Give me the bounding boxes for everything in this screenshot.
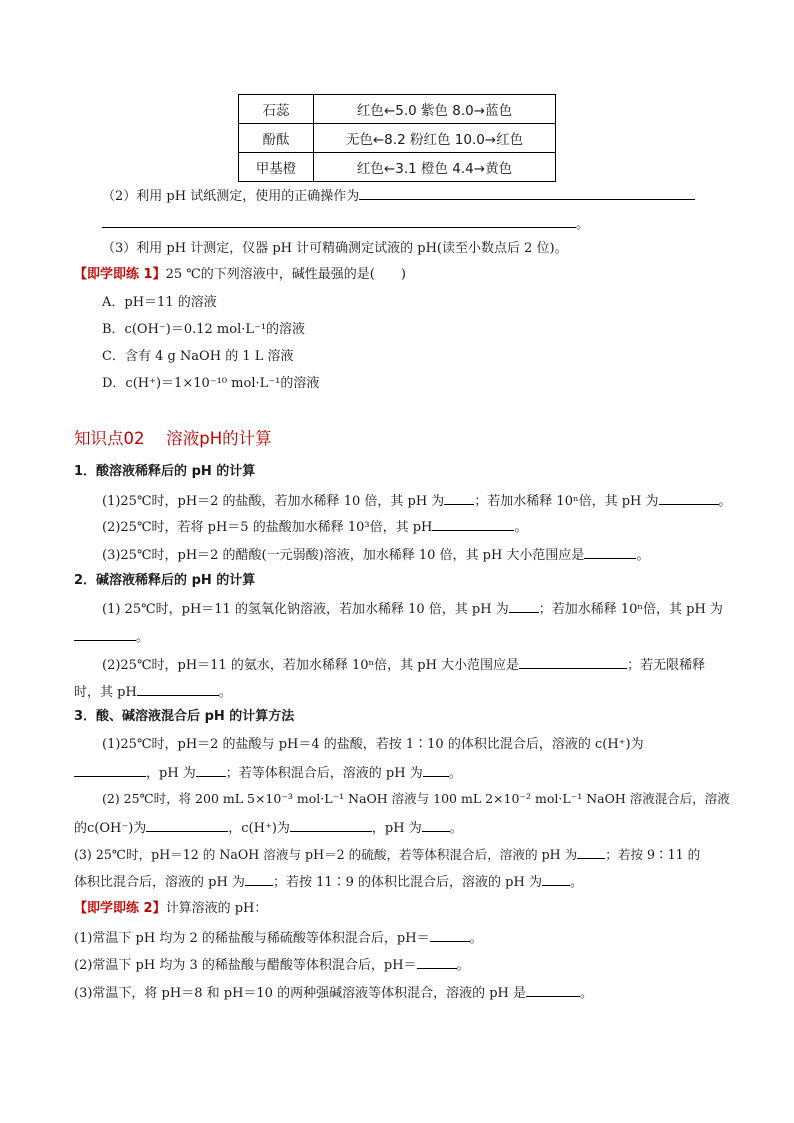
- table-row: [239, 124, 556, 153]
- s2-line2-cont: [74, 682, 232, 702]
- p2-l1b: 。: [469, 931, 483, 946]
- s2-l1a: (1) 25℃时，pH＝11 的氢氧化钠溶液，若加水稀释 10 倍，其 pH 为: [102, 602, 509, 617]
- s3-line1: (1)25℃时，pH＝2 的盐酸与 pH＝4 的盐酸，若按 1∶10 的体积比混合后，溶液的 c(H⁺)为: [102, 737, 644, 752]
- practice2-tag: 【即学即练 2】: [74, 901, 166, 916]
- s2-line1: [102, 599, 723, 619]
- answer-blank[interactable]: [509, 599, 539, 613]
- p2-l3a: (3)常温下，将 pH＝8 和 pH＝10 的两种强碱溶液等体积混合，溶液的 pH 是: [74, 986, 526, 1001]
- s1-line2: [102, 517, 527, 537]
- indicator-range: 红色←3.1 橙色 4.4→黄色: [314, 153, 556, 182]
- indicator-name: 甲基橙: [239, 153, 314, 182]
- option-d: D．c(H⁺)＝1×10⁻¹⁰ mol·L⁻¹的溶液: [102, 376, 320, 391]
- q2-end: 。: [576, 217, 590, 232]
- answer-blank[interactable]: [290, 818, 372, 832]
- answer-blank[interactable]: [526, 983, 580, 997]
- answer-blank[interactable]: [422, 818, 450, 832]
- section-heading: 知识点02 溶液pH的计算: [74, 429, 272, 448]
- s1-l1b: ；若加水稀释 10ⁿ倍，其 pH 为: [474, 494, 659, 509]
- s3-line1-cont: [74, 763, 462, 783]
- s3-l1b: ，pH 为: [146, 766, 196, 781]
- option-a: A．pH＝11 的溶液: [102, 295, 217, 310]
- q2-line: [102, 186, 695, 206]
- answer-blank[interactable]: [146, 818, 228, 832]
- answer-blank[interactable]: [577, 845, 605, 859]
- indicator-name: 酚酞: [239, 124, 314, 153]
- s1-l3b: 。: [636, 548, 650, 563]
- s3-line3: [74, 845, 700, 864]
- practice1-stem: 25 ℃的下列溶液中，碱性最强的是( ): [165, 267, 406, 282]
- answer-blank[interactable]: [444, 491, 474, 505]
- s2-l1b: ；若加水稀释 10ⁿ倍，其 pH 为: [538, 602, 723, 617]
- answer-blank[interactable]: [659, 491, 719, 505]
- s3-l1d: 。: [448, 766, 462, 781]
- indicator-table: [238, 94, 556, 182]
- s2-title: 2．碱溶液稀释后的 pH 的计算: [74, 573, 256, 588]
- q3-text: （3）利用 pH 计测定，仪器 pH 计可精确测定试液的 pH(读至小数点后 2 位)。: [102, 241, 568, 256]
- s1-l2a: (2)25℃时，若将 pH＝5 的盐酸加水稀释 10³倍，其 pH: [102, 520, 433, 535]
- s3-l2b: 的c(OH⁻)为: [74, 821, 147, 836]
- s3-l3d: ；若按 11∶9 的体积比混合后，溶液的 pH 为: [272, 875, 542, 890]
- s3-l2d: ，pH 为: [371, 821, 422, 836]
- s3-l1c: ；若等体积混合后，溶液的 pH 为: [225, 766, 423, 781]
- s2-l2a: (2)25℃时，pH＝11 的氨水，若加水稀释 10ⁿ倍，其 pH 大小范围应是: [102, 658, 520, 673]
- answer-blank[interactable]: [417, 955, 457, 969]
- table-row: [239, 95, 556, 124]
- answer-blank[interactable]: [74, 627, 136, 641]
- s2-l2c: 时，其 pH: [74, 685, 137, 700]
- p2-l2a: (2)常温下 pH 均为 3 的稀盐酸与醋酸等体积混合后，pH＝: [74, 958, 417, 973]
- s1-line3: [102, 545, 649, 565]
- s2-line2: [102, 655, 705, 675]
- s3-l3e: 。: [569, 875, 583, 890]
- indicator-range: 无色←8.2 粉红色 10.0→红色: [314, 124, 556, 153]
- q2-line-2: [102, 214, 589, 234]
- indicator-name: 石蕊: [239, 95, 314, 124]
- practice2-stem: 计算溶液的 pH：: [165, 901, 268, 916]
- answer-blank[interactable]: [137, 682, 219, 696]
- practice1-tag: 【即学即练 1】: [74, 267, 166, 282]
- s1-l3a: (3)25℃时，pH＝2 的醋酸(一元弱酸)溶液，加水稀释 10 倍，其 pH 大小范围应是: [102, 548, 585, 563]
- option-b: B．c(OH⁻)＝0.12 mol·L⁻¹的溶液: [102, 322, 306, 337]
- s2-line1-cont: [74, 627, 149, 647]
- answer-blank[interactable]: [432, 517, 514, 531]
- s3-l3c: 体积比混合后，溶液的 pH 为: [74, 875, 245, 890]
- option-c: C．含有 4 g NaOH 的 1 L 溶液: [102, 349, 294, 364]
- p2-l3b: 。: [580, 986, 594, 1001]
- practice2-line3: [74, 983, 593, 1003]
- practice2-line: [74, 900, 267, 918]
- table-row: [239, 153, 556, 182]
- indicator-range: 红色←5.0 紫色 8.0→蓝色: [314, 95, 556, 124]
- answer-blank[interactable]: [519, 655, 627, 669]
- s3-line2: (2) 25℃时，将 200 mL 5×10⁻³ mol·L⁻¹ NaOH 溶液与 100 mL 2×10⁻² mol·L⁻¹ NaOH 溶液混合后，溶液: [102, 791, 730, 806]
- answer-blank[interactable]: [430, 928, 470, 942]
- answer-blank[interactable]: [542, 872, 570, 886]
- s2-l2d: 。: [218, 685, 232, 700]
- practice2-line2: [74, 955, 470, 975]
- answer-blank[interactable]: [196, 763, 226, 777]
- answer-blank[interactable]: [102, 214, 576, 228]
- s1-title: 1．酸溶液稀释后的 pH 的计算: [74, 464, 256, 479]
- s3-line2-cont: [74, 818, 463, 838]
- answer-blank[interactable]: [423, 763, 449, 777]
- s3-title: 3．酸、碱溶液混合后 pH 的计算方法: [74, 709, 295, 724]
- s1-l2b: 。: [514, 520, 528, 535]
- s1-l1a: (1)25℃时，pH＝2 的盐酸，若加水稀释 10 倍，其 pH 为: [102, 494, 445, 509]
- s1-line1: [102, 491, 732, 511]
- practice2-line1: [74, 928, 483, 948]
- s3-l3a: (3) 25℃时，pH＝12 的 NaOH 溶液与 pH＝2 的硫酸，若等体积混合后，溶液的 pH 为: [74, 847, 578, 862]
- answer-blank[interactable]: [584, 545, 636, 559]
- s3-l3b: ；若按 9∶11 的: [605, 847, 701, 862]
- s3-l2c: ，c(H⁺)为: [228, 821, 290, 836]
- q2-text: （2）利用 pH 试纸测定，使用的正确操作为: [102, 189, 360, 204]
- s3-line3-cont: [74, 872, 583, 892]
- answer-blank[interactable]: [359, 186, 695, 200]
- p2-l2b: 。: [456, 958, 470, 973]
- answer-blank[interactable]: [245, 872, 273, 886]
- s1-l1c: 。: [718, 494, 732, 509]
- p2-l1a: (1)常温下 pH 均为 2 的稀盐酸与稀硫酸等体积混合后，pH＝: [74, 931, 430, 946]
- s3-l2e: 。: [449, 821, 463, 836]
- answer-blank[interactable]: [74, 763, 146, 777]
- s2-l2b: ；若无限稀释: [627, 658, 706, 673]
- s2-l1c: 。: [136, 630, 150, 645]
- practice1-line: [74, 266, 406, 284]
